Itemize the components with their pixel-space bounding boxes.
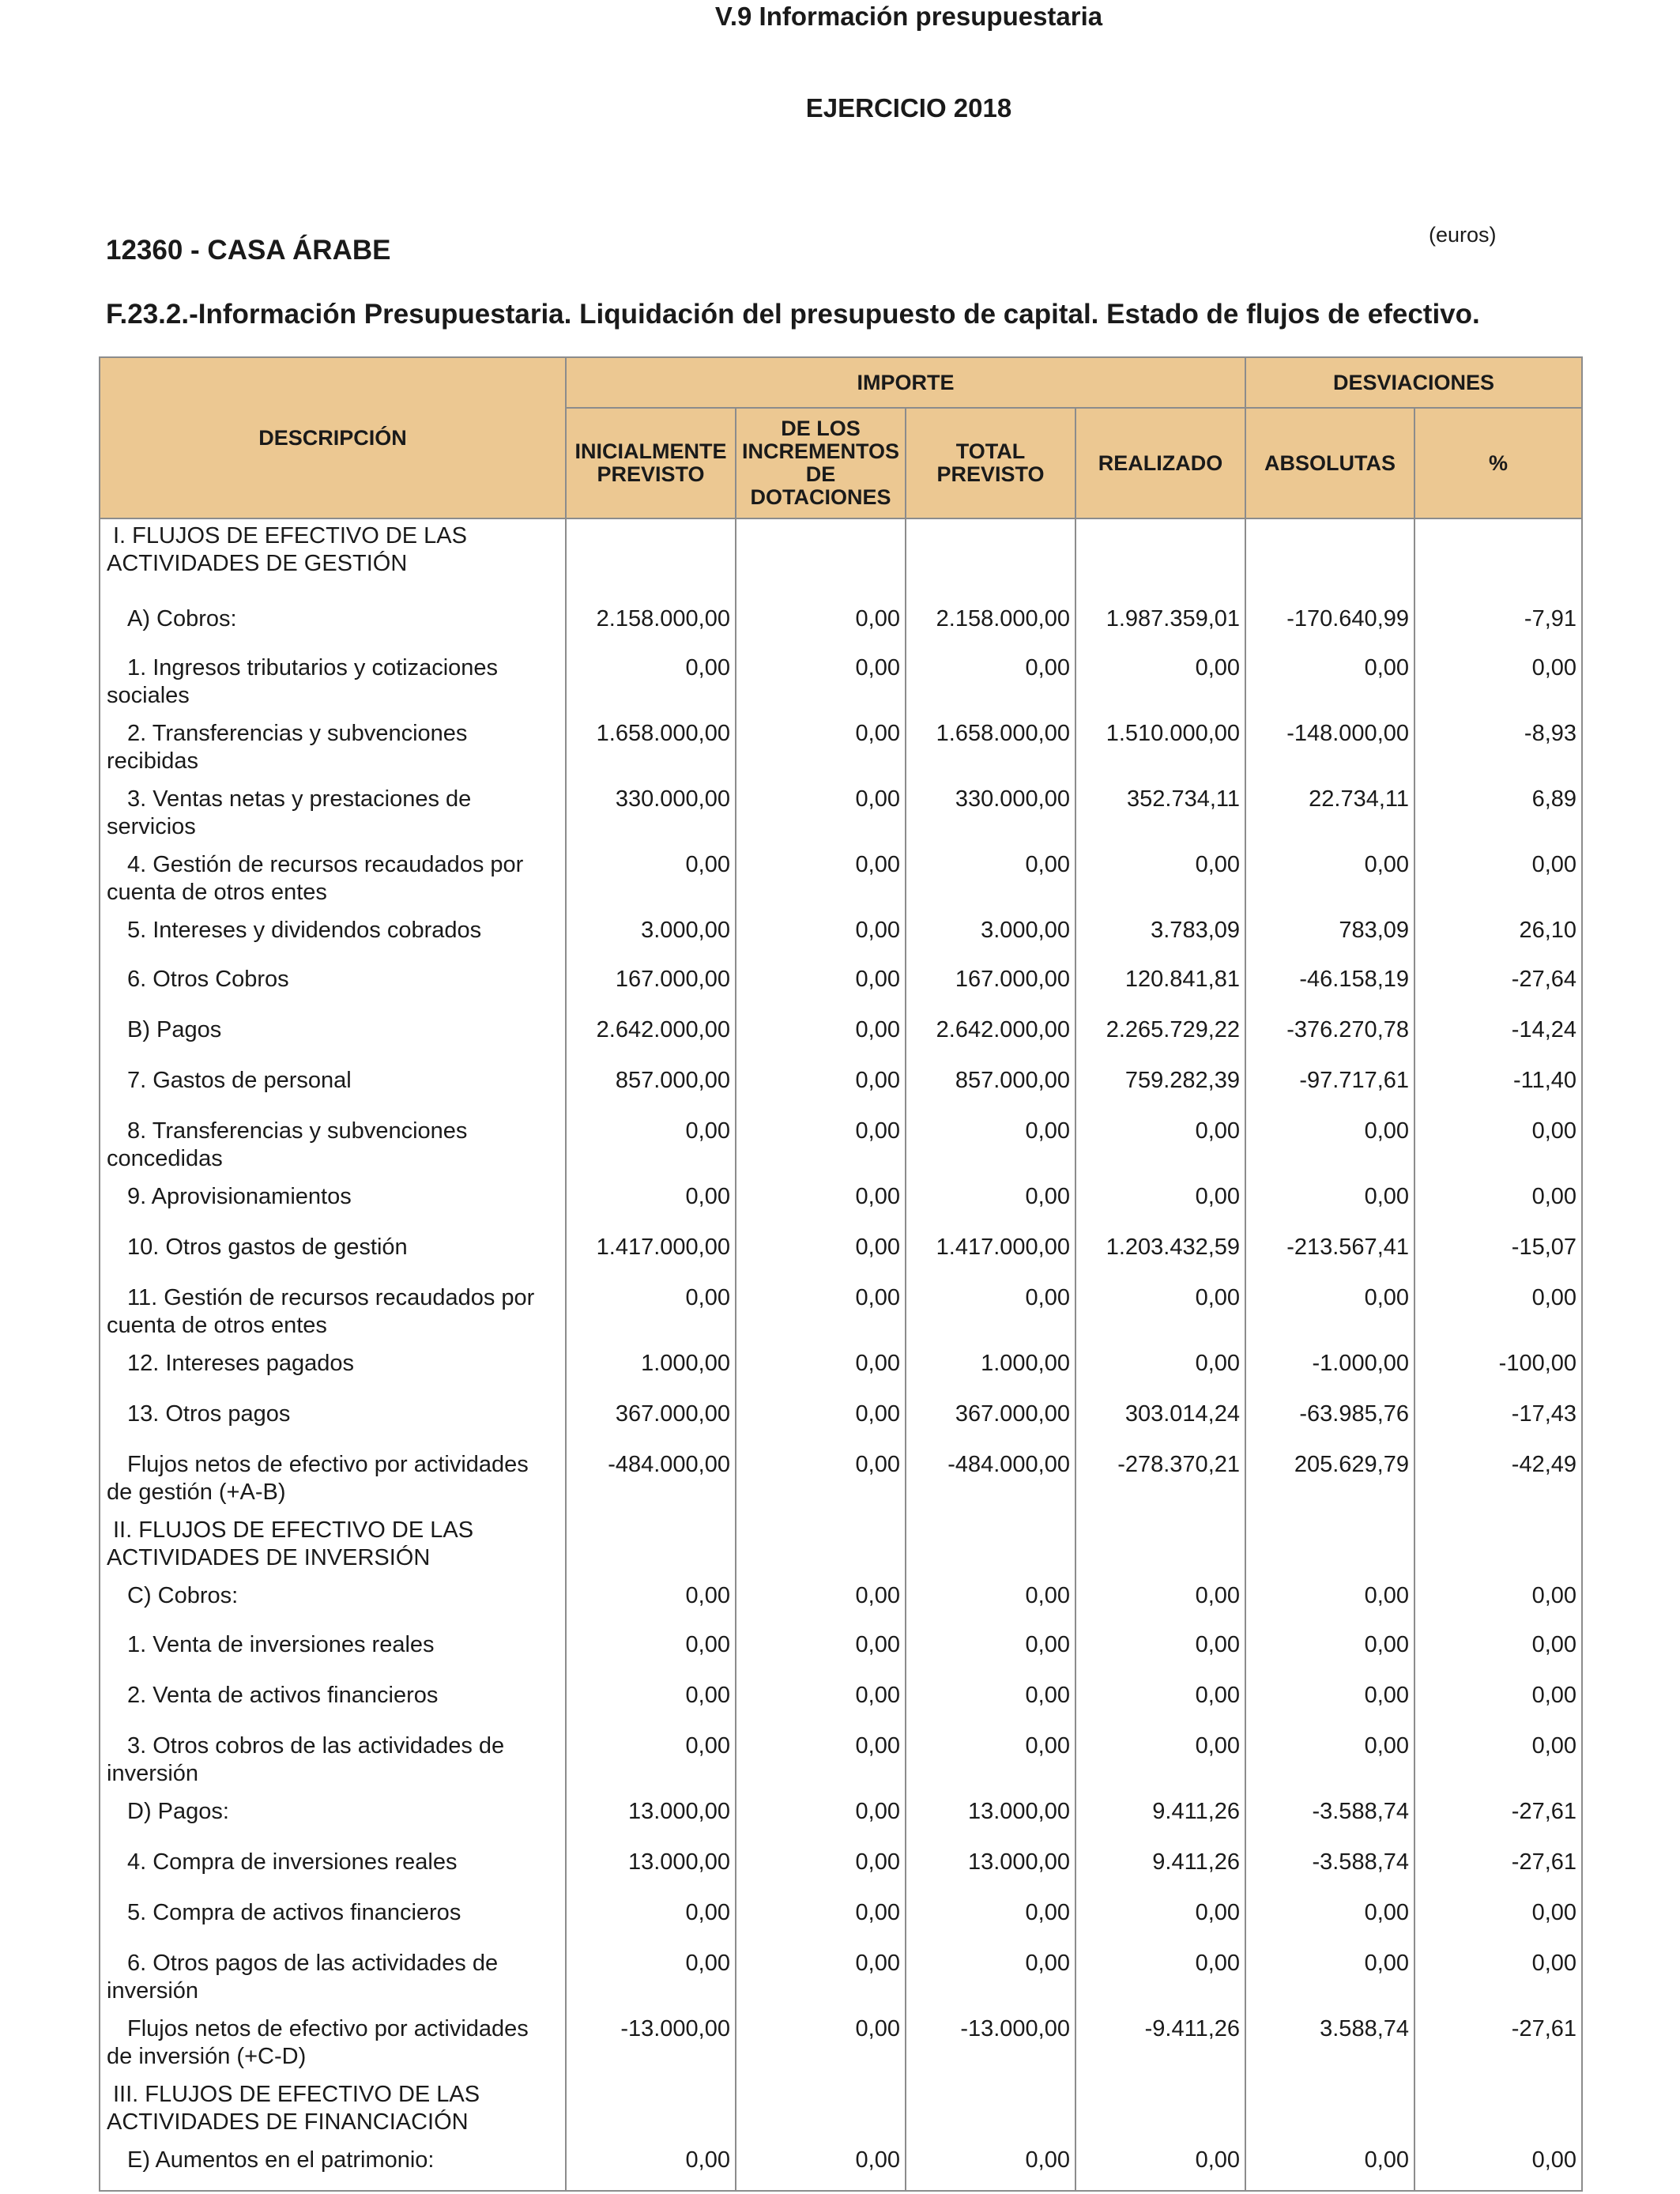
row-value-4: 759.282,39: [1075, 1062, 1245, 1113]
row-value-2: 0,00: [736, 715, 906, 781]
table-row: [100, 2142, 1582, 2191]
table-row: [100, 781, 1582, 846]
row-value-4: 0,00: [1075, 1178, 1245, 1229]
exercise-year: EJERCICIO 2018: [805, 93, 1012, 123]
row-value-4: 9.411,26: [1075, 1793, 1245, 1844]
row-value-6: -27,64: [1414, 961, 1582, 1012]
row-value-6: 0,00: [1414, 1280, 1582, 1345]
row-value-3: -484.000,00: [906, 1446, 1075, 1512]
row-value-4: 9.411,26: [1075, 1844, 1245, 1894]
row-value-5: -97.717,61: [1245, 1062, 1414, 1113]
row-value-1: 13.000,00: [566, 1793, 736, 1844]
row-description: 1. Ingresos tributarios y cotizaciones sociales: [100, 650, 566, 715]
col-header-realizado: REALIZADO: [1075, 408, 1245, 518]
row-value-3: -13.000,00: [906, 2011, 1075, 2076]
row-value-1: 0,00: [566, 846, 736, 912]
row-description: I. FLUJOS DE EFECTIVO DE LAS ACTIVIDADES DE GESTIÓN: [100, 518, 566, 601]
table-row: [100, 1894, 1582, 1945]
row-description: 5. Intereses y dividendos cobrados: [100, 912, 566, 961]
row-value-5: 205.629,79: [1245, 1446, 1414, 1512]
row-value-5: 0,00: [1245, 1578, 1414, 1627]
row-description: E) Aumentos en el patrimonio:: [100, 2142, 566, 2191]
row-value-5: [1245, 2076, 1414, 2142]
table-row: [100, 2011, 1582, 2076]
row-value-4: 0,00: [1075, 1677, 1245, 1728]
row-value-4: 303.014,24: [1075, 1396, 1245, 1446]
row-value-1: 0,00: [566, 1178, 736, 1229]
row-value-4: 0,00: [1075, 650, 1245, 715]
row-value-5: 0,00: [1245, 650, 1414, 715]
row-value-4: 0,00: [1075, 1728, 1245, 1793]
table-row: [100, 1062, 1582, 1113]
table-row: [100, 846, 1582, 912]
table-row: [100, 518, 1582, 601]
row-value-1: 0,00: [566, 1728, 736, 1793]
table-row: [100, 1677, 1582, 1728]
row-value-5: 0,00: [1245, 2142, 1414, 2191]
row-value-2: 0,00: [736, 846, 906, 912]
row-value-2: 0,00: [736, 1627, 906, 1677]
table-row: [100, 1178, 1582, 1229]
row-value-2: 0,00: [736, 1894, 906, 1945]
row-description: 13. Otros pagos: [100, 1396, 566, 1446]
row-description: 6. Otros Cobros: [100, 961, 566, 1012]
row-value-1: 330.000,00: [566, 781, 736, 846]
row-value-2: 0,00: [736, 1396, 906, 1446]
row-value-4: 0,00: [1075, 1894, 1245, 1945]
row-value-4: 3.783,09: [1075, 912, 1245, 961]
row-value-3: 0,00: [906, 846, 1075, 912]
row-description: B) Pagos: [100, 1012, 566, 1062]
row-value-1: 2.158.000,00: [566, 601, 736, 650]
row-value-5: 0,00: [1245, 1728, 1414, 1793]
table-row: [100, 1446, 1582, 1512]
row-value-6: -42,49: [1414, 1446, 1582, 1512]
row-value-3: 167.000,00: [906, 961, 1075, 1012]
row-value-2: 0,00: [736, 1113, 906, 1178]
row-description: 1. Venta de inversiones reales: [100, 1627, 566, 1677]
row-value-3: 0,00: [906, 1178, 1075, 1229]
row-value-6: 0,00: [1414, 2142, 1582, 2191]
row-value-1: 1.417.000,00: [566, 1229, 736, 1280]
row-value-4: 120.841,81: [1075, 961, 1245, 1012]
row-value-2: 0,00: [736, 1728, 906, 1793]
row-value-3: 2.642.000,00: [906, 1012, 1075, 1062]
table-row: [100, 601, 1582, 650]
row-value-1: 0,00: [566, 1578, 736, 1627]
row-value-4: 0,00: [1075, 1578, 1245, 1627]
table-row: [100, 1012, 1582, 1062]
row-description: 9. Aprovisionamientos: [100, 1178, 566, 1229]
row-value-6: [1414, 518, 1582, 601]
row-value-5: [1245, 518, 1414, 601]
row-value-4: 0,00: [1075, 1945, 1245, 2011]
row-value-1: 367.000,00: [566, 1396, 736, 1446]
row-value-4: -9.411,26: [1075, 2011, 1245, 2076]
row-description: Flujos netos de efectivo por actividades de inversión (+C-D): [100, 2011, 566, 2076]
row-value-6: [1414, 1512, 1582, 1578]
row-value-1: 0,00: [566, 650, 736, 715]
row-value-2: 0,00: [736, 601, 906, 650]
row-value-5: 0,00: [1245, 1894, 1414, 1945]
table-row: [100, 1396, 1582, 1446]
row-value-4: 0,00: [1075, 1627, 1245, 1677]
row-value-5: 0,00: [1245, 1178, 1414, 1229]
row-value-4: 1.987.359,01: [1075, 601, 1245, 650]
row-description: Flujos netos de efectivo por actividades de gestión (+A-B): [100, 1446, 566, 1512]
row-description: 4. Compra de inversiones reales: [100, 1844, 566, 1894]
table-body: [100, 518, 1582, 2191]
row-value-3: 0,00: [906, 1894, 1075, 1945]
row-value-6: -11,40: [1414, 1062, 1582, 1113]
table-row: [100, 961, 1582, 1012]
row-description: 6. Otros pagos de las actividades de inversión: [100, 1945, 566, 2011]
row-value-1: 1.658.000,00: [566, 715, 736, 781]
row-value-5: 783,09: [1245, 912, 1414, 961]
row-value-2: 0,00: [736, 961, 906, 1012]
group-header-row: [100, 357, 1582, 408]
row-value-1: -13.000,00: [566, 2011, 736, 2076]
row-description: 2. Venta de activos financieros: [100, 1677, 566, 1728]
row-value-3: 857.000,00: [906, 1062, 1075, 1113]
row-value-3: 3.000,00: [906, 912, 1075, 961]
row-description: III. FLUJOS DE EFECTIVO DE LAS ACTIVIDADES DE FINANCIACIÓN: [100, 2076, 566, 2142]
table-row: [100, 1578, 1582, 1627]
table-row: [100, 1345, 1582, 1396]
table-row: [100, 1793, 1582, 1844]
row-value-6: 0,00: [1414, 1945, 1582, 2011]
table-row: [100, 1512, 1582, 1578]
row-value-1: 13.000,00: [566, 1844, 736, 1894]
row-value-5: -46.158,19: [1245, 961, 1414, 1012]
row-value-6: -14,24: [1414, 1012, 1582, 1062]
table-row: [100, 715, 1582, 781]
currency-units: (euros): [1429, 223, 1497, 247]
row-value-6: 0,00: [1414, 1627, 1582, 1677]
row-value-4: 0,00: [1075, 1280, 1245, 1345]
row-value-6: 0,00: [1414, 1578, 1582, 1627]
col-header-absolutas: ABSOLUTAS: [1245, 408, 1414, 518]
row-value-4: [1075, 2076, 1245, 2142]
row-value-2: 0,00: [736, 1945, 906, 2011]
col-header-porcentaje: %: [1414, 408, 1582, 518]
row-value-6: 0,00: [1414, 1677, 1582, 1728]
row-value-1: 0,00: [566, 1677, 736, 1728]
row-value-5: 0,00: [1245, 1280, 1414, 1345]
row-value-4: 0,00: [1075, 846, 1245, 912]
row-value-2: 0,00: [736, 650, 906, 715]
row-value-5: 22.734,11: [1245, 781, 1414, 846]
row-value-3: 13.000,00: [906, 1844, 1075, 1894]
row-value-3: 1.658.000,00: [906, 715, 1075, 781]
row-value-3: 0,00: [906, 1627, 1075, 1677]
row-value-2: 0,00: [736, 1793, 906, 1844]
row-description: C) Cobros:: [100, 1578, 566, 1627]
row-description: 10. Otros gastos de gestión: [100, 1229, 566, 1280]
row-value-5: 3.588,74: [1245, 2011, 1414, 2076]
table-row: [100, 1280, 1582, 1345]
row-value-3: 330.000,00: [906, 781, 1075, 846]
row-description: 7. Gastos de personal: [100, 1062, 566, 1113]
row-value-5: 0,00: [1245, 1677, 1414, 1728]
row-value-1: 0,00: [566, 1945, 736, 2011]
row-value-2: [736, 2076, 906, 2142]
row-value-5: -148.000,00: [1245, 715, 1414, 781]
table-row: [100, 1627, 1582, 1677]
row-value-4: 1.510.000,00: [1075, 715, 1245, 781]
row-value-6: -100,00: [1414, 1345, 1582, 1396]
row-value-2: [736, 518, 906, 601]
row-value-5: -3.588,74: [1245, 1844, 1414, 1894]
row-value-4: [1075, 1512, 1245, 1578]
row-description: D) Pagos:: [100, 1793, 566, 1844]
table-row: [100, 650, 1582, 715]
row-value-6: 0,00: [1414, 650, 1582, 715]
row-value-1: [566, 2076, 736, 2142]
row-value-2: 0,00: [736, 1446, 906, 1512]
row-value-1: 0,00: [566, 1627, 736, 1677]
group-header-importe: IMPORTE: [566, 357, 1245, 408]
row-value-5: -213.567,41: [1245, 1229, 1414, 1280]
row-value-5: 0,00: [1245, 846, 1414, 912]
row-value-5: -376.270,78: [1245, 1012, 1414, 1062]
row-value-3: 1.000,00: [906, 1345, 1075, 1396]
row-value-1: [566, 518, 736, 601]
group-header-desviaciones: DESVIACIONES: [1245, 357, 1582, 408]
row-value-3: [906, 1512, 1075, 1578]
row-value-3: 0,00: [906, 1113, 1075, 1178]
row-value-5: 0,00: [1245, 1627, 1414, 1677]
report-subtitle: F.23.2.-Información Presupuestaria. Liquidación del presupuesto de capital. Estado de flujos de efectivo.: [106, 299, 1480, 330]
table-row: [100, 1844, 1582, 1894]
row-value-3: 13.000,00: [906, 1793, 1075, 1844]
row-value-4: 0,00: [1075, 1113, 1245, 1178]
row-value-4: -278.370,21: [1075, 1446, 1245, 1512]
row-value-6: 0,00: [1414, 1113, 1582, 1178]
row-value-3: 0,00: [906, 1945, 1075, 2011]
row-value-4: 1.203.432,59: [1075, 1229, 1245, 1280]
row-value-1: 3.000,00: [566, 912, 736, 961]
table-row: [100, 2076, 1582, 2142]
row-value-5: -1.000,00: [1245, 1345, 1414, 1396]
row-value-6: 26,10: [1414, 912, 1582, 961]
row-value-3: 1.417.000,00: [906, 1229, 1075, 1280]
table-row: [100, 1113, 1582, 1178]
row-value-2: 0,00: [736, 1178, 906, 1229]
document-title: V.9 Información presupuestaria: [714, 2, 1103, 31]
row-value-1: 0,00: [566, 1280, 736, 1345]
col-header-incrementos: DE LOS INCREMENTOS DE DOTACIONES: [736, 408, 906, 518]
row-value-2: 0,00: [736, 1012, 906, 1062]
row-value-6: -15,07: [1414, 1229, 1582, 1280]
row-value-1: -484.000,00: [566, 1446, 736, 1512]
cash-flow-table: [99, 356, 1583, 2192]
row-value-2: [736, 1512, 906, 1578]
row-description: 4. Gestión de recursos recaudados por cuenta de otros entes: [100, 846, 566, 912]
row-value-2: 0,00: [736, 1280, 906, 1345]
row-value-6: -8,93: [1414, 715, 1582, 781]
col-header-inicialmente-previsto: INICIALMENTE PREVISTO: [566, 408, 736, 518]
row-value-1: 1.000,00: [566, 1345, 736, 1396]
row-value-3: 2.158.000,00: [906, 601, 1075, 650]
row-value-3: [906, 2076, 1075, 2142]
row-value-4: 352.734,11: [1075, 781, 1245, 846]
row-value-1: 857.000,00: [566, 1062, 736, 1113]
row-value-6: 0,00: [1414, 1894, 1582, 1945]
row-value-1: 167.000,00: [566, 961, 736, 1012]
table-row: [100, 1229, 1582, 1280]
row-value-5: 0,00: [1245, 1113, 1414, 1178]
row-value-1: 0,00: [566, 1894, 736, 1945]
row-value-5: -63.985,76: [1245, 1396, 1414, 1446]
row-description: 3. Ventas netas y prestaciones de servicios: [100, 781, 566, 846]
row-value-6: -27,61: [1414, 1844, 1582, 1894]
row-value-3: 0,00: [906, 1677, 1075, 1728]
row-value-6: 6,89: [1414, 781, 1582, 846]
table-row: [100, 912, 1582, 961]
row-value-6: 0,00: [1414, 1178, 1582, 1229]
row-description: II. FLUJOS DE EFECTIVO DE LAS ACTIVIDADES DE INVERSIÓN: [100, 1512, 566, 1578]
col-header-descripcion: DESCRIPCIÓN: [100, 357, 566, 518]
row-value-3: 0,00: [906, 1280, 1075, 1345]
row-description: 3. Otros cobros de las actividades de inversión: [100, 1728, 566, 1793]
row-value-3: 0,00: [906, 1728, 1075, 1793]
row-value-2: 0,00: [736, 1062, 906, 1113]
row-value-5: -170.640,99: [1245, 601, 1414, 650]
row-description: 12. Intereses pagados: [100, 1345, 566, 1396]
row-value-4: 0,00: [1075, 1345, 1245, 1396]
row-value-2: 0,00: [736, 2011, 906, 2076]
row-value-4: 0,00: [1075, 2142, 1245, 2191]
row-value-3: 367.000,00: [906, 1396, 1075, 1446]
row-description: 5. Compra de activos financieros: [100, 1894, 566, 1945]
entity-name: 12360 - CASA ÁRABE: [106, 235, 391, 266]
row-value-6: -27,61: [1414, 1793, 1582, 1844]
row-value-1: [566, 1512, 736, 1578]
row-value-3: 0,00: [906, 1578, 1075, 1627]
row-value-6: [1414, 2076, 1582, 2142]
col-header-total-previsto: TOTAL PREVISTO: [906, 408, 1075, 518]
row-value-3: 0,00: [906, 2142, 1075, 2191]
row-description: 11. Gestión de recursos recaudados por cuenta de otros entes: [100, 1280, 566, 1345]
row-value-5: [1245, 1512, 1414, 1578]
table-row: [100, 1945, 1582, 2011]
row-value-6: 0,00: [1414, 846, 1582, 912]
row-value-6: -7,91: [1414, 601, 1582, 650]
row-description: 8. Transferencias y subvenciones concedidas: [100, 1113, 566, 1178]
row-value-2: 0,00: [736, 1345, 906, 1396]
row-value-1: 2.642.000,00: [566, 1012, 736, 1062]
row-value-2: 0,00: [736, 1229, 906, 1280]
row-description: 2. Transferencias y subvenciones recibidas: [100, 715, 566, 781]
row-value-2: 0,00: [736, 2142, 906, 2191]
row-value-4: [1075, 518, 1245, 601]
row-value-2: 0,00: [736, 1844, 906, 1894]
row-value-2: 0,00: [736, 912, 906, 961]
row-value-1: 0,00: [566, 2142, 736, 2191]
row-value-6: 0,00: [1414, 1728, 1582, 1793]
row-value-2: 0,00: [736, 1677, 906, 1728]
row-value-3: [906, 518, 1075, 601]
row-value-5: -3.588,74: [1245, 1793, 1414, 1844]
row-value-2: 0,00: [736, 781, 906, 846]
row-value-2: 0,00: [736, 1578, 906, 1627]
row-value-6: -27,61: [1414, 2011, 1582, 2076]
row-value-5: 0,00: [1245, 1945, 1414, 2011]
row-value-6: -17,43: [1414, 1396, 1582, 1446]
row-value-1: 0,00: [566, 1113, 736, 1178]
row-description: A) Cobros:: [100, 601, 566, 650]
table-row: [100, 1728, 1582, 1793]
row-value-4: 2.265.729,22: [1075, 1012, 1245, 1062]
row-value-3: 0,00: [906, 650, 1075, 715]
